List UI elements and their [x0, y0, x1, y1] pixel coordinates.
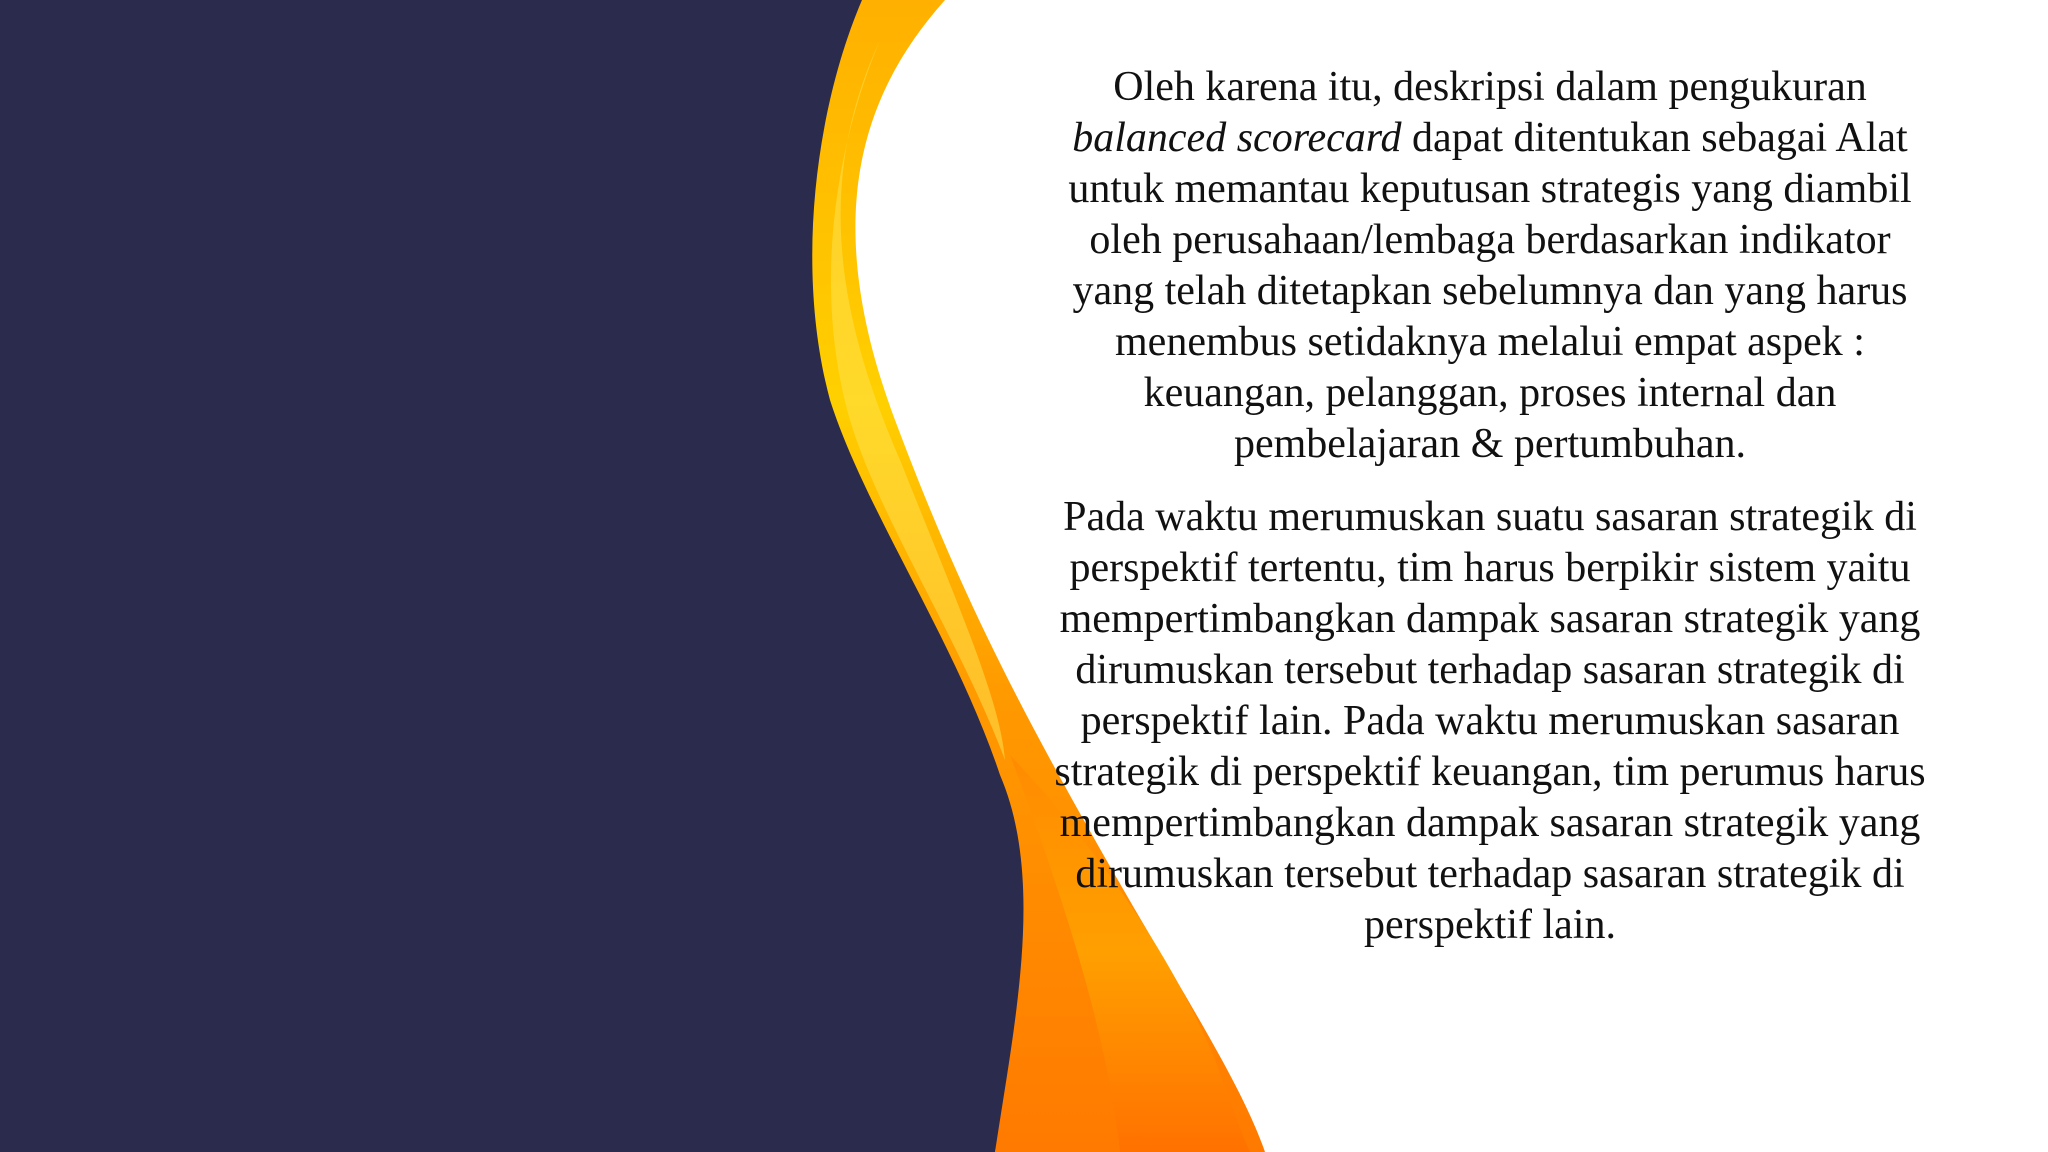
paragraph-1-lead: Oleh karena itu, deskripsi dalam pengukuran [1113, 64, 1867, 110]
paragraph-1-rest: dapat ditentukan sebagai Alat untuk memantau keputusan strategis yang diambil oleh perusahaan/lembaga berdasarkan indikator yang telah ditetapkan sebelumnya dan yang harus menembus setidaknya melalui empat aspek : keuangan, pelanggan, proses internal dan pembelajaran & pertumbuhan. [1068, 115, 1912, 467]
paragraph-sasaran-strategik: Pada waktu merumuskan suatu sasaran strategik di perspektif tertentu, tim harus berpikir sistem yaitu mempertimbangkan dampak sasaran strategik yang dirumuskan tersebut terhadap sasaran strategik di perspektif lain. Pada waktu merumuskan sasaran strategik di perspektif keuangan, tim perumus harus mempertimbangkan dampak sasaran strategik yang dirumuskan tersebut terhadap sasaran strategik di perspektif lain. [1054, 494, 1926, 948]
slide-text-content [1050, 62, 1930, 951]
navy-panel [0, 0, 1023, 1152]
paragraph-balanced-scorecard [1050, 62, 1930, 470]
paragraph-1-emphasis: balanced scorecard [1072, 115, 1402, 161]
